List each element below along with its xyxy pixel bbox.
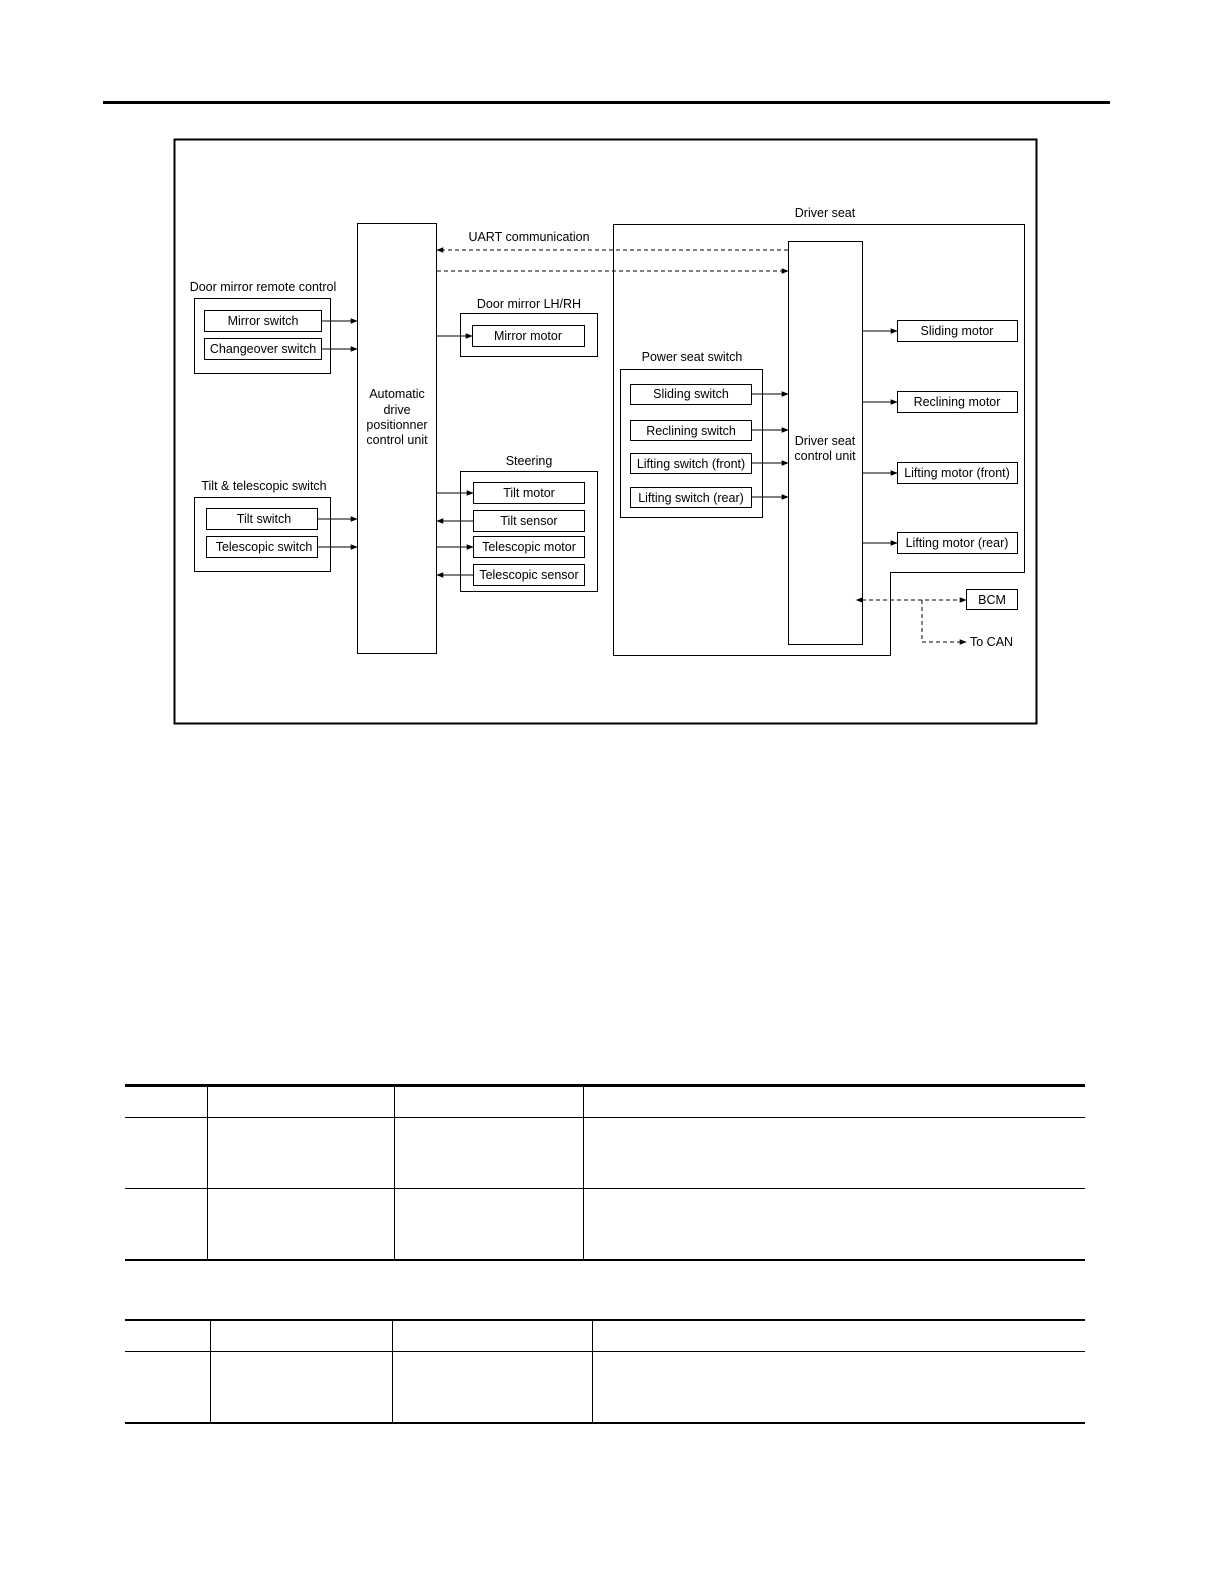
table-cell xyxy=(592,1352,1085,1424)
table-cell xyxy=(583,1118,1085,1189)
driver-seat-label: Driver seat xyxy=(794,206,856,220)
adp-label-line-1: Automatic xyxy=(369,387,425,401)
tilt-switch-label: Tilt switch xyxy=(236,512,292,526)
table-row xyxy=(125,1118,1085,1189)
tilt-telescopic-switch-label: Tilt & telescopic switch xyxy=(201,479,327,493)
tilt-sensor-label: Tilt sensor xyxy=(500,514,558,528)
mirror-motor-label: Mirror motor xyxy=(493,329,563,343)
table-cell xyxy=(592,1320,1085,1352)
table-cell xyxy=(125,1189,207,1261)
table-cell xyxy=(210,1320,392,1352)
table-cell xyxy=(207,1118,394,1189)
table-cell xyxy=(583,1189,1085,1261)
door-mirror-lhrh-label: Door mirror LH/RH xyxy=(476,297,582,311)
table-1-header-row xyxy=(125,1086,1085,1118)
table-cell xyxy=(125,1086,207,1118)
telescopic-sensor-label: Telescopic sensor xyxy=(479,568,579,582)
table-2-header-row xyxy=(125,1320,1085,1352)
adp-label-line-4: control unit xyxy=(366,433,428,447)
table-cell xyxy=(392,1320,592,1352)
table-cell xyxy=(583,1086,1085,1118)
sliding-switch-label: Sliding switch xyxy=(653,387,729,401)
table-cell xyxy=(392,1352,592,1424)
adp-label-line-3: positionner xyxy=(366,418,428,432)
lifting-switch-front-label: Lifting switch (front) xyxy=(636,457,746,471)
uart-communication-label: UART communication xyxy=(468,230,590,244)
bcm-label: BCM xyxy=(978,593,1006,607)
door-mirror-remote-control-group xyxy=(195,299,331,374)
dscu-label-line-2: control unit xyxy=(794,449,856,463)
to-can-label: To CAN xyxy=(970,635,1014,649)
table-row xyxy=(125,1189,1085,1261)
table-1 xyxy=(125,1084,1085,1261)
power-seat-switch-label: Power seat switch xyxy=(641,350,743,364)
adp-label-line-2: drive xyxy=(383,403,411,417)
telescopic-motor-label: Telescopic motor xyxy=(482,540,576,554)
table-cell xyxy=(394,1118,583,1189)
lifting-switch-rear-label: Lifting switch (rear) xyxy=(638,491,744,505)
lifting-motor-rear-label: Lifting motor (rear) xyxy=(905,536,1009,550)
table-cell xyxy=(210,1352,392,1424)
diagram-frame xyxy=(175,140,1037,724)
mirror-switch-label: Mirror switch xyxy=(227,314,299,328)
table-cell xyxy=(125,1320,210,1352)
table-row xyxy=(125,1352,1085,1424)
reclining-switch-label: Reclining switch xyxy=(646,424,736,438)
table-cell xyxy=(394,1086,583,1118)
telescopic-switch-label: Telescopic switch xyxy=(215,540,313,554)
door-mirror-remote-control-label: Door mirror remote control xyxy=(189,280,337,294)
reclining-motor-label: Reclining motor xyxy=(913,395,1001,409)
table-cell xyxy=(207,1189,394,1261)
steering-label: Steering xyxy=(505,454,553,468)
table-cell xyxy=(125,1352,210,1424)
sliding-motor-label: Sliding motor xyxy=(920,324,994,338)
tilt-motor-label: Tilt motor xyxy=(503,486,555,500)
lifting-motor-front-label: Lifting motor (front) xyxy=(904,466,1010,480)
can-link xyxy=(922,600,966,642)
table-cell xyxy=(394,1189,583,1261)
table-cell xyxy=(207,1086,394,1118)
system-diagram xyxy=(0,0,1225,760)
dscu-label-line-1: Driver seat xyxy=(794,434,856,448)
table-2 xyxy=(125,1319,1085,1424)
changeover-switch-label: Changeover switch xyxy=(209,342,317,356)
table-cell xyxy=(125,1118,207,1189)
